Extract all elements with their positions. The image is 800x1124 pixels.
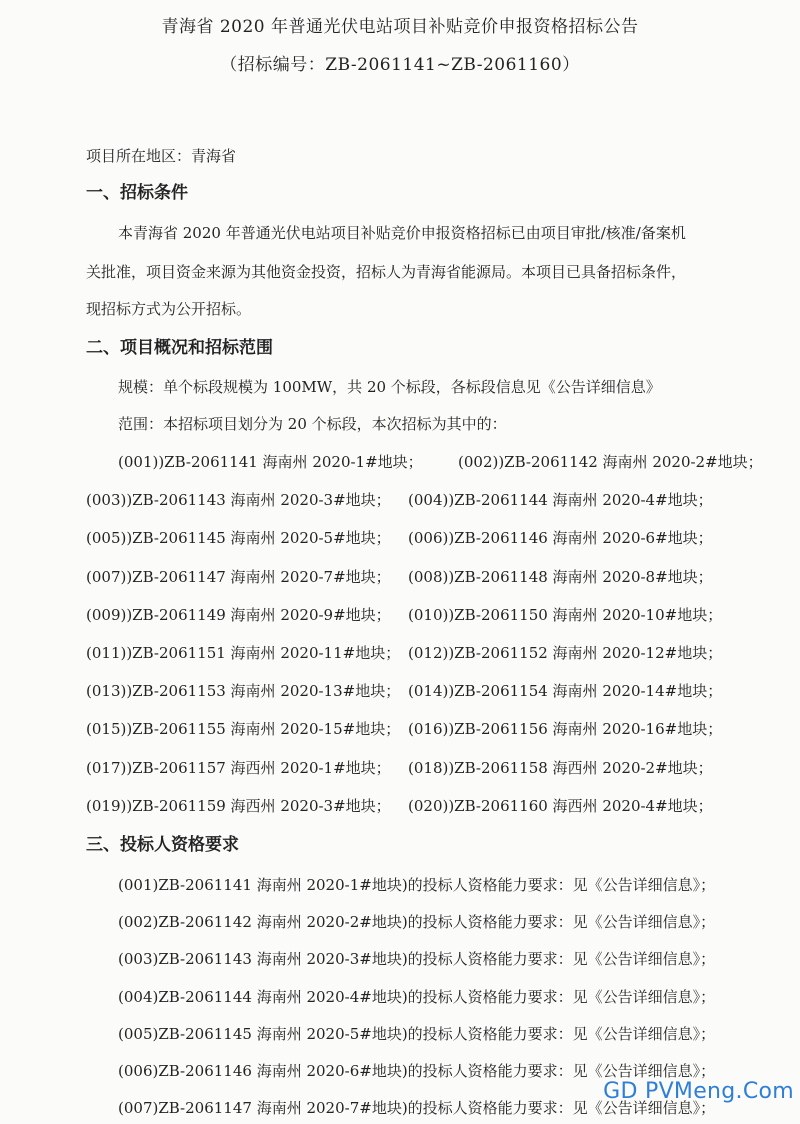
lot-item: (012))ZB-2061152 海南州 2020-12#地块； — [408, 644, 723, 662]
lot-item: (014))ZB-2061154 海南州 2020-14#地块； — [408, 682, 723, 700]
lot-item: (004))ZB-2061144 海南州 2020-4#地块； — [408, 491, 713, 509]
section-1-para-line: 本青海省 2020 年普通光伏电站项目补贴竞价申报资格招标已由项目审批/核准/备案机 — [118, 224, 686, 242]
lot-item: (018))ZB-2061158 海西州 2020-2#地块； — [408, 759, 713, 777]
scale-text: 规模：单个标段规模为 100MW，共 20 个标段，各标段信息见《公告详细信息》 — [118, 378, 661, 396]
lot-item: (019))ZB-2061159 海西州 2020-3#地块； — [86, 797, 391, 815]
requirement-item: (004)ZB-2061144 海南州 2020-4#地块)的投标人资格能力要求：见《公告详细信息》； — [118, 988, 716, 1006]
lot-item: (002))ZB-2061142 海南州 2020-2#地块； — [458, 453, 763, 471]
lot-item: (007))ZB-2061147 海南州 2020-7#地块； — [86, 568, 391, 586]
document-title: 青海省 2020 年普通光伏电站项目补贴竞价申报资格招标公告 — [161, 17, 639, 37]
requirement-item: (005)ZB-2061145 海南州 2020-5#地块)的投标人资格能力要求：见《公告详细信息》； — [118, 1025, 716, 1043]
requirement-item: (007)ZB-2061147 海南州 2020-7#地块)的投标人资格能力要求：见《公告详细信息》； — [118, 1099, 716, 1117]
lot-item: (017))ZB-2061157 海西州 2020-1#地块； — [86, 759, 391, 777]
watermark: GD PVMeng.Com — [603, 1079, 794, 1104]
lot-item: (005))ZB-2061145 海南州 2020-5#地块； — [86, 529, 391, 547]
scope-text: 范围：本招标项目划分为 20 个标段，本次招标为其中的： — [118, 415, 507, 433]
section-2-heading: 二、项目概况和招标范围 — [86, 338, 273, 358]
project-region: 项目所在地区：青海省 — [86, 147, 237, 165]
lot-item: (015))ZB-2061155 海南州 2020-15#地块； — [86, 720, 401, 738]
requirement-item: (002)ZB-2061142 海南州 2020-2#地块)的投标人资格能力要求：见《公告详细信息》； — [118, 913, 716, 931]
lot-item: (013))ZB-2061153 海南州 2020-13#地块； — [86, 682, 401, 700]
requirement-item: (006)ZB-2061146 海南州 2020-6#地块)的投标人资格能力要求：见《公告详细信息》； — [118, 1062, 716, 1080]
section-1-para-line: 现招标方式为公开招标。 — [86, 300, 252, 318]
section-3-heading: 三、投标人资格要求 — [86, 835, 239, 855]
requirement-item: (001)ZB-2061141 海南州 2020-1#地块)的投标人资格能力要求：见《公告详细信息》； — [118, 876, 716, 894]
lot-item: (009))ZB-2061149 海南州 2020-9#地块； — [86, 606, 391, 624]
requirement-item: (003)ZB-2061143 海南州 2020-3#地块)的投标人资格能力要求：见《公告详细信息》； — [118, 950, 716, 968]
lot-item: (010))ZB-2061150 海南州 2020-10#地块； — [408, 606, 723, 624]
lot-item: (006))ZB-2061146 海南州 2020-6#地块； — [408, 529, 713, 547]
lot-item: (011))ZB-2061151 海南州 2020-11#地块； — [86, 644, 401, 662]
section-1-para-line: 关批准，项目资金来源为其他资金投资，招标人为青海省能源局。本项目已具备招标条件， — [86, 263, 687, 281]
lot-item: (020))ZB-2061160 海西州 2020-4#地块； — [408, 797, 713, 815]
tender-number: （招标编号：ZB-2061141~ZB-2061160） — [220, 55, 580, 75]
lot-item: (008))ZB-2061148 海南州 2020-8#地块； — [408, 568, 713, 586]
lot-item: (003))ZB-2061143 海南州 2020-3#地块； — [86, 491, 391, 509]
lot-item: (001))ZB-2061141 海南州 2020-1#地块； — [118, 453, 423, 471]
section-1-heading: 一、招标条件 — [86, 183, 188, 203]
lot-item: (016))ZB-2061156 海南州 2020-16#地块； — [408, 720, 723, 738]
